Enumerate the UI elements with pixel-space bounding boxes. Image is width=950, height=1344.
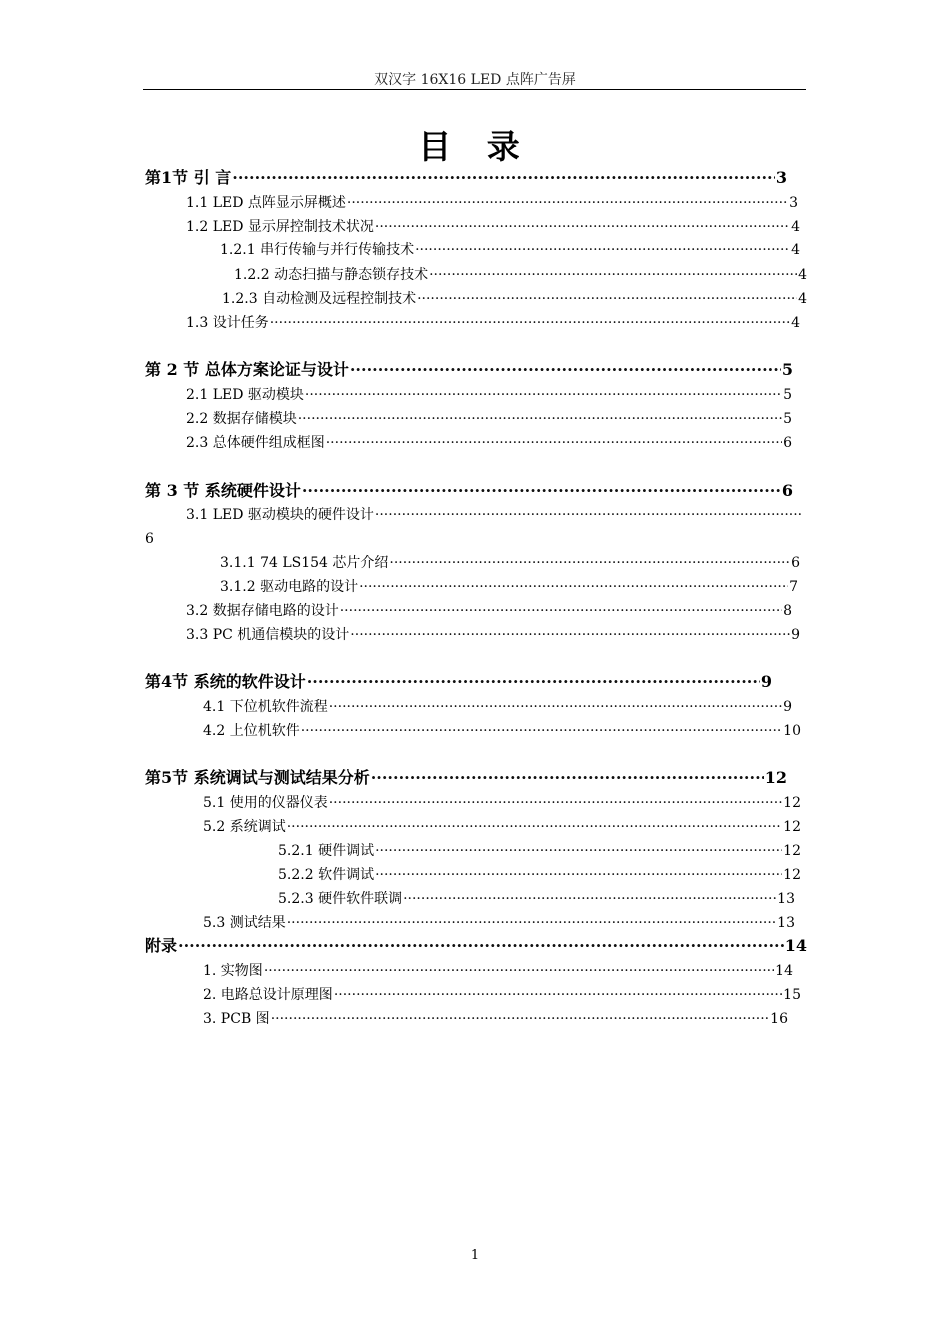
toc-entry-label: 1.2 LED 显示屏控制技术状况 — [186, 219, 374, 235]
toc-entry-label: 3. PCB 图 — [203, 1011, 270, 1027]
toc-entry-label: 2.3 总体硬件组成框图 — [186, 435, 325, 451]
toc-entry-page: 4 — [798, 267, 807, 283]
toc-entry-label: 5.2 系统调试 — [203, 819, 286, 835]
dot-leader — [287, 912, 776, 934]
toc-entry-label: 1.2.2 动态扫描与静态锁存技术 — [234, 267, 429, 283]
toc-entry-page: 4 — [791, 219, 800, 235]
toc-entry-5-1[interactable] — [203, 792, 801, 814]
toc-entry-5-2[interactable] — [203, 816, 801, 838]
toc-entry-label: 4.1 下位机软件流程 — [203, 699, 328, 715]
toc-entry-appendix-3[interactable] — [203, 1008, 788, 1030]
toc-entry-section-5[interactable] — [145, 767, 787, 789]
toc-title: 目 录 — [418, 127, 532, 166]
toc-entry-label: 附录 — [145, 936, 178, 955]
dot-leader — [329, 696, 782, 718]
toc-entry-page: 14 — [784, 936, 807, 955]
toc-entry-section-1[interactable] — [145, 167, 787, 189]
dot-leader — [371, 767, 764, 789]
toc-entry-page: 10 — [783, 723, 801, 739]
toc-entry-label: 1.2.3 自动检测及远程控制技术 — [222, 291, 417, 307]
toc-entry-label: 2. 电路总设计原理图 — [203, 987, 333, 1003]
toc-entry-label: 3.1.1 74 LS154 芯片介绍 — [220, 555, 389, 571]
dot-leader — [298, 408, 782, 430]
toc-entry-1-2-3[interactable] — [222, 288, 807, 310]
toc-entry-page: 14 — [775, 963, 793, 979]
dot-leader — [232, 167, 775, 189]
dot-leader — [375, 216, 790, 238]
toc-entry-label: 2.1 LED 驱动模块 — [186, 387, 304, 403]
toc-entry-label: 3.1.2 驱动电路的设计 — [220, 579, 359, 595]
toc-entry-page: 9 — [783, 699, 792, 715]
dot-leader — [350, 624, 790, 646]
toc-entry-label: 第1节 引 言 — [145, 168, 232, 187]
toc-entry-page-wrapped: 6 — [145, 531, 154, 547]
dot-leader — [329, 792, 782, 814]
header-rule — [143, 89, 806, 90]
toc-entry-label: 2.2 数据存储模块 — [186, 411, 297, 427]
toc-entry-label: 第5节 系统调试与测试结果分析 — [145, 768, 370, 787]
toc-entry-label: 第 3 节 系统硬件设计 — [145, 481, 301, 500]
toc-entry-3-3[interactable] — [186, 624, 800, 646]
dot-leader — [326, 432, 782, 454]
toc-entry-appendix-1[interactable] — [203, 960, 793, 982]
toc-entry-1-1[interactable] — [186, 192, 798, 214]
toc-entry-label: 5.2.1 硬件调试 — [278, 843, 375, 859]
dot-leader — [350, 359, 781, 381]
dot-leader — [389, 552, 790, 574]
toc-entry-appendix[interactable] — [145, 935, 807, 957]
toc-entry-page: 4 — [791, 242, 800, 258]
dot-leader — [417, 288, 797, 310]
toc-entry-page: 6 — [791, 555, 800, 571]
toc-entry-page: 13 — [777, 915, 795, 931]
dot-leader — [178, 935, 784, 957]
dot-leader — [415, 239, 790, 261]
toc-entry-label: 5.3 测试结果 — [203, 915, 286, 931]
toc-entry-page: 12 — [783, 819, 801, 835]
toc-entry-page: 15 — [783, 987, 801, 1003]
toc-entry-2-2[interactable] — [186, 408, 792, 430]
toc-entry-page: 3 — [775, 168, 787, 187]
page-number: 1 — [470, 1248, 480, 1263]
dot-leader — [375, 864, 782, 886]
dot-leader — [359, 576, 788, 598]
toc-entry-page: 12 — [783, 795, 801, 811]
toc-entry-label: 5.2.2 软件调试 — [278, 867, 375, 883]
toc-entry-page: 13 — [777, 891, 795, 907]
dot-leader — [429, 264, 797, 286]
running-header: 双汉字 16X16 LED 点阵广告屏 — [374, 72, 576, 88]
toc-entry-label: 1.3 设计任务 — [186, 315, 269, 331]
toc-entry-section-3[interactable] — [145, 480, 793, 502]
toc-entry-label: 4.2 上位机软件 — [203, 723, 300, 739]
toc-entry-page: 12 — [783, 843, 801, 859]
toc-entry-1-2-2[interactable] — [234, 264, 807, 286]
toc-entry-page: 12 — [783, 867, 801, 883]
toc-entry-label: 5.2.3 硬件软件联调 — [278, 891, 403, 907]
toc-entry-label: 1.2.1 串行传输与并行传输技术 — [220, 242, 415, 258]
toc-entry-page: 7 — [789, 579, 798, 595]
toc-entry-page: 5 — [783, 387, 792, 403]
toc-entry-page: 5 — [783, 411, 792, 427]
toc-entry-3-1-2[interactable] — [220, 576, 798, 598]
toc-entry-5-2-3[interactable] — [278, 888, 795, 910]
toc-entry-1-2[interactable] — [186, 216, 800, 238]
toc-entry-3-1[interactable] — [186, 504, 804, 526]
toc-entry-3-2[interactable] — [186, 600, 792, 622]
toc-entry-3-1-1[interactable] — [220, 552, 800, 574]
toc-entry-page: 12 — [764, 768, 787, 787]
toc-entry-page: 6 — [781, 481, 793, 500]
toc-entry-label: 第4节 系统的软件设计 — [145, 672, 306, 691]
toc-entry-section-4[interactable] — [145, 671, 772, 693]
dot-leader — [270, 312, 790, 334]
toc-entry-page: 4 — [798, 291, 807, 307]
toc-entry-5-2-1[interactable] — [278, 840, 801, 862]
dot-leader — [403, 888, 776, 910]
dot-leader — [340, 600, 782, 622]
toc-entry-4-1[interactable] — [203, 696, 792, 718]
toc-entry-label: 5.1 使用的仪器仪表 — [203, 795, 328, 811]
toc-entry-label: 3.2 数据存储电路的设计 — [186, 603, 339, 619]
toc-entry-page: 9 — [760, 672, 772, 691]
dot-leader — [375, 504, 803, 526]
toc-entry-label: 3.3 PC 机通信模块的设计 — [186, 627, 350, 643]
dot-leader — [375, 840, 782, 862]
dot-leader — [307, 671, 760, 693]
toc-entry-2-1[interactable] — [186, 384, 792, 406]
toc-entry-page: 8 — [783, 603, 792, 619]
toc-entry-5-2-2[interactable] — [278, 864, 801, 886]
toc-entry-section-2[interactable] — [145, 359, 793, 381]
toc-entry-4-2[interactable] — [203, 720, 801, 742]
toc-entry-page: 3 — [789, 195, 798, 211]
dot-leader — [301, 720, 782, 742]
toc-entry-appendix-2[interactable] — [203, 984, 801, 1006]
toc-entry-page: 6 — [783, 435, 792, 451]
toc-entry-page: 5 — [781, 360, 793, 379]
toc-entry-page: 9 — [791, 627, 800, 643]
dot-leader — [271, 1008, 769, 1030]
toc-entry-2-3[interactable] — [186, 432, 792, 454]
toc-entry-label: 3.1 LED 驱动模块的硬件设计 — [186, 507, 374, 523]
toc-entry-label: 第 2 节 总体方案论证与设计 — [145, 360, 349, 379]
toc-entry-1-3[interactable] — [186, 312, 800, 334]
toc-entry-5-3[interactable] — [203, 912, 795, 934]
toc-entry-label: 1. 实物图 — [203, 963, 263, 979]
dot-leader — [302, 480, 781, 502]
toc-entry-page: 16 — [770, 1011, 788, 1027]
dot-leader — [334, 984, 782, 1006]
toc-entry-page: 4 — [791, 315, 800, 331]
toc-entry-1-2-1[interactable] — [220, 239, 800, 261]
dot-leader — [264, 960, 774, 982]
dot-leader — [347, 192, 788, 214]
dot-leader — [287, 816, 782, 838]
dot-leader — [305, 384, 782, 406]
toc-entry-label: 1.1 LED 点阵显示屏概述 — [186, 195, 346, 211]
